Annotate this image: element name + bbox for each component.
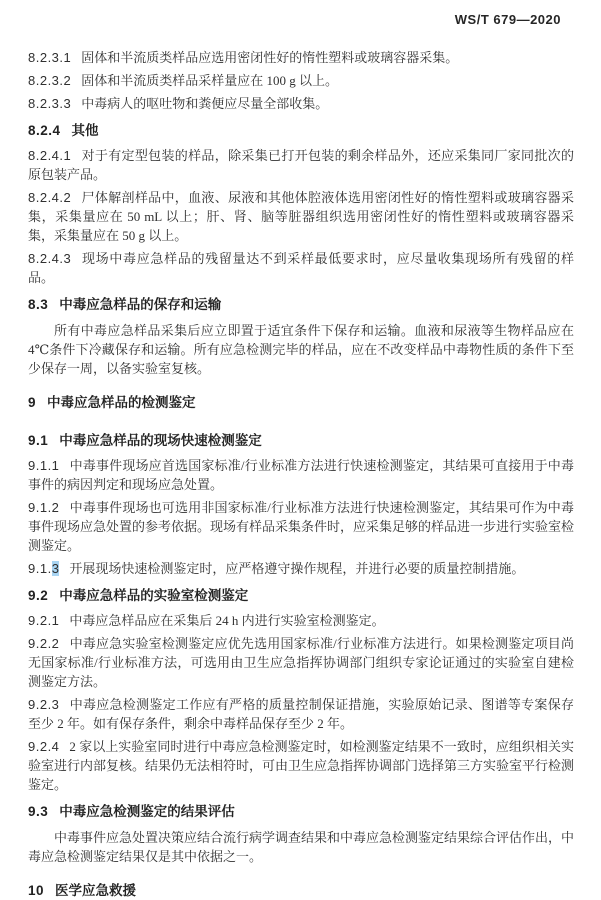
heading-number: 9 <box>28 395 37 410</box>
clause-text: 中毒应急检测鉴定工作应有严格的质量控制保证措施，实验原始记录、图谱等专案保存至少 2 年。如有保存条件，剩余中毒样品保存至少 2 年。 <box>28 697 574 731</box>
clause-text: 中毒应急样品应在采集后 24 h 内进行实验室检测鉴定。 <box>69 613 385 628</box>
heading-number: 9.1 <box>28 433 49 448</box>
clause-8-2-4-3 <box>28 249 574 287</box>
clause-number: 8.2.4.3 <box>28 251 72 266</box>
clause-text: 中毒应急实验室检测鉴定应优先选用国家标准/行业标准方法进行。如果检测鉴定项目尚无国家标准/行业标准方法，可选用由卫生应急指挥协调部门组织专家论证通过的实验室自建检测鉴定方法。 <box>28 636 574 689</box>
section-heading-8-2-4 <box>28 121 574 140</box>
heading-title: 中毒应急样品的现场快速检测鉴定 <box>59 433 262 448</box>
heading-title: 中毒应急样品的保存和运输 <box>59 297 222 312</box>
clause-text: 中毒事件现场也可选用非国家标准/行业标准方法进行快速检测鉴定，其结果可作为中毒事件现场应急处置的参考依据。现场有样品采集条件时，应采集足够的样品进一步进行实验室检测鉴定。 <box>28 500 575 553</box>
heading-title: 中毒应急检测鉴定的结果评估 <box>59 804 235 819</box>
clause-text: 2 家以上实验室同时进行中毒应急检测鉴定时，如检测鉴定结果不一致时，应组织相关实验室进行内部复核。结果仍无法相符时，可由卫生应急指挥协调部门选择第三方实验室平行检测鉴定。 <box>28 739 575 792</box>
doc-number: WS/T 679—2020 <box>454 12 561 27</box>
clause-8-2-4-2 <box>28 188 574 245</box>
section-heading-9-3 <box>28 802 574 821</box>
clause-number: 8.2.4.2 <box>28 190 72 205</box>
clause-9-1-1 <box>28 456 574 494</box>
heading-number: 8.2.4 <box>28 123 61 138</box>
clause-text: 对于有定型包装的样品，除采集已打开包装的剩余样品外，还应采集同厂家同批次的原包装产品。 <box>28 148 574 182</box>
section-heading-8-3 <box>28 295 574 314</box>
clause-number: 8.2.4.1 <box>28 148 72 163</box>
clause-9-2-4 <box>28 737 574 794</box>
heading-title: 中毒应急样品的检测鉴定 <box>47 395 196 410</box>
section-heading-9-2 <box>28 586 574 605</box>
clause-9-1-3 <box>28 559 574 578</box>
clause-number: 9.1.2 <box>28 500 60 515</box>
document-body <box>28 48 574 900</box>
clause-text: 中毒病人的呕吐物和粪便应尽量全部收集。 <box>81 96 329 111</box>
body-paragraph-8-3: 所有中毒应急样品采集后应立即置于适宜条件下保存和运输。血液和尿液等生物样品应在4℃条件下冷藏保存和运输。所有应急检测完毕的样品，应在不改变样品中毒物性质的条件下至少保存一周，以备实验室复核。 <box>28 323 574 376</box>
clause-text: 固体和半流质类样品应选用密闭性好的惰性塑料或玻璃容器采集。 <box>81 50 459 65</box>
clause-text: 中毒事件现场应首选国家标准/行业标准方法进行快速检测鉴定，其结果可直接用于中毒事件的病因判定和现场应急处置。 <box>28 458 574 492</box>
heading-title: 中毒应急样品的实验室检测鉴定 <box>59 588 249 603</box>
clause-9-2-2 <box>28 634 574 691</box>
heading-number: 9.3 <box>28 804 49 819</box>
clause-number: 8.2.3.1 <box>28 50 72 65</box>
clause-text: 开展现场快速检测鉴定时，应严格遵守操作规程，并进行必要的质量控制措施。 <box>69 561 525 576</box>
heading-number: 9.2 <box>28 588 49 603</box>
clause-number <box>28 561 59 576</box>
clause-8-2-3-3 <box>28 94 574 113</box>
clause-text: 现场中毒应急样品的残留量达不到采样最低要求时，应尽量收集现场所有残留的样品。 <box>28 251 574 285</box>
clause-9-1-2 <box>28 498 574 555</box>
heading-title: 其他 <box>71 123 99 138</box>
page-header <box>28 12 574 27</box>
clause-number: 9.2.1 <box>28 613 60 628</box>
clause-number: 9.2.2 <box>28 636 60 651</box>
chapter-heading-9 <box>28 393 574 412</box>
clause-8-2-3-2 <box>28 71 574 90</box>
text-selection-highlight: 3 <box>51 561 60 576</box>
clause-number: 9.2.3 <box>28 697 60 712</box>
clause-number: 9.2.4 <box>28 739 60 754</box>
clause-9-2-1 <box>28 611 574 630</box>
clause-number: 8.2.3.3 <box>28 96 72 111</box>
heading-title: 医学应急救援 <box>55 883 137 898</box>
clause-9-2-3 <box>28 695 574 733</box>
heading-number: 10 <box>28 883 45 898</box>
clause-text: 尸体解剖样品中，血液、尿液和其他体腔液体选用密闭性好的惰性塑料或玻璃容器采集，采集量应在 50 mL 以上；肝、肾、脑等脏器组织选用密闭性好的惰性塑料或玻璃容器采集，采集量应在 50 g 以上。 <box>28 190 574 243</box>
clause-number: 9.1.1 <box>28 458 60 473</box>
section-heading-9-1 <box>28 431 574 450</box>
clause-number: 8.2.3.2 <box>28 73 72 88</box>
clause-text: 固体和半流质类样品采样量应在 100 g 以上。 <box>81 73 339 88</box>
heading-number: 8.3 <box>28 297 49 312</box>
chapter-heading-10 <box>28 881 574 900</box>
clause-8-2-3-1 <box>28 48 574 67</box>
body-paragraph-9-3: 中毒事件应急处置决策应结合流行病学调查结果和中毒应急检测鉴定结果综合评估作出，中毒应急检测鉴定结果仅是其中依据之一。 <box>28 830 575 864</box>
clause-8-2-4-1 <box>28 146 574 184</box>
clause-number-prefix: 9.1. <box>28 561 52 576</box>
